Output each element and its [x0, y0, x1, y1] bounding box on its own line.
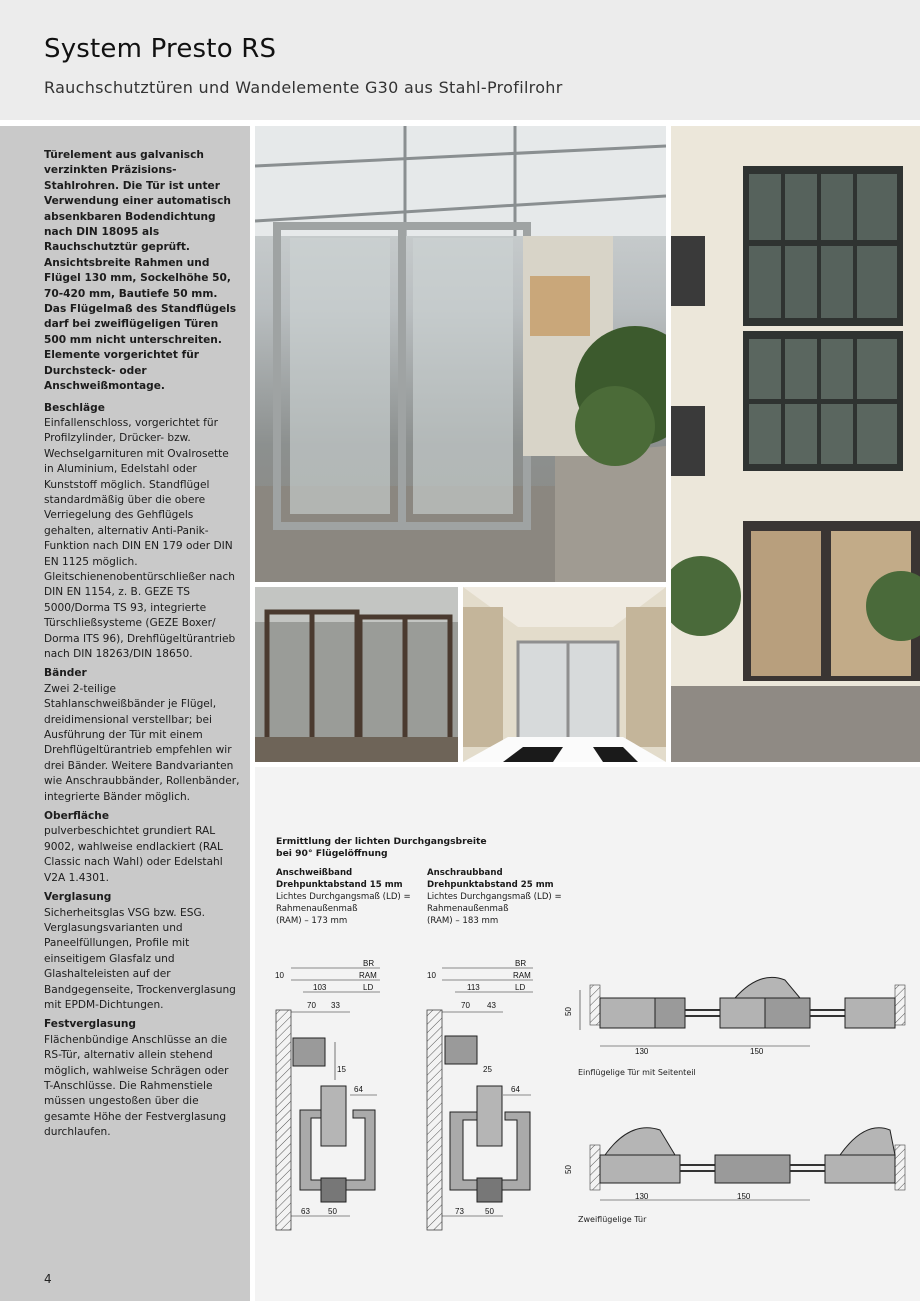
- page-title: System Presto RS: [44, 34, 277, 64]
- caption-single-door: Einflügelige Tür mit Seitenteil: [578, 1068, 696, 1077]
- dim-25: 25: [483, 1065, 492, 1074]
- section-body-festverglasung: Flächenbündige Anschlüsse an die RS-Tür, alternativ allein stehend möglich, wahlweise Schrägen oder T-Anschlüsse. Die Rahmenstiele müssen ungestoßen über die gesamte Höhe der Festverglasung durchlaufen.: [44, 1033, 229, 1139]
- dim-ram: RAM: [359, 971, 377, 980]
- dim-10-2: 10: [427, 971, 436, 980]
- section-heading-beschlaege: Beschläge: [44, 401, 105, 414]
- dim-73: 73: [455, 1207, 464, 1216]
- dim-br-2: BR: [515, 959, 527, 968]
- section-body-oberflaeche: pulverbeschichtet grundiert RAL 9002, wahlweise endlackiert (RAL Classic nach Wahl) oder Edelstahl V2A 1.4301.: [44, 825, 223, 884]
- photo-lobby-door: [463, 587, 666, 762]
- page-header: [0, 0, 920, 120]
- dim-33: 33: [331, 1001, 340, 1010]
- section-single-door: [564, 977, 905, 1056]
- dim-section1-130: 130: [635, 1047, 649, 1056]
- dim-ld: LD: [363, 983, 374, 992]
- dim-64: 64: [354, 1085, 363, 1094]
- sidebar-text: [44, 148, 240, 1145]
- dim-64-2: 64: [511, 1085, 520, 1094]
- section-heading-verglasung: Verglasung: [44, 891, 112, 904]
- calc-anschraubband: Anschraubband Drehpunktabstand 25 mm Lichtes Durchgangsmaß (LD) = Rahmenaußenmaß (RAM) – 183 mm: [427, 868, 562, 926]
- photo-atrium-door: [255, 126, 666, 582]
- dim-113: 113: [467, 983, 480, 992]
- calc-anschweissband: Anschweißband Drehpunktabstand 15 mm Lichtes Durchgangsmaß (LD) = Rahmenaußenmaß (RAM) – 173 mm: [276, 868, 411, 926]
- sidebar: [0, 126, 250, 1301]
- page-number: 4: [44, 1272, 52, 1286]
- section-heading-oberflaeche: Oberfläche: [44, 810, 110, 823]
- section-double-door: [564, 1128, 905, 1201]
- dim-15: 15: [337, 1065, 346, 1074]
- dim-43: 43: [487, 1001, 496, 1010]
- dim-50-2: 50: [485, 1207, 494, 1216]
- caption-double-door: Zweiflügelige Tür: [578, 1215, 647, 1224]
- section-body-verglasung: Sicherheitsglas VSG bzw. ESG. Verglasungsvarianten und Paneelfüllungen, Profile mit einseitigem Glasfalz und Glashalteleisten auf der Bandgegenseite, Trockenverglasung mit EPDM-Dichtungen.: [44, 906, 236, 1011]
- drawing-anschraubband: [427, 959, 533, 1230]
- section-body-beschlaege: Einfallenschloss, vorgerichtet für Profilzylinder, Drücker- bzw. Wechselgarnituren mit Ovalrosette in Aluminium, Edelstahl oder Kunststoff möglich. Standflügel standardmäßig über die obere Verriegelung des Gehflügels gehalten, alternativ Anti-Panik-Funktion nach DIN EN 179 oder DIN EN 1125 möglich. Gleitschienenobentürschließer nach DIN EN 1154, z. B. GEZE TS 5000/Dorma TS 93, integrierte Türschließsysteme (GEZE Boxer/ Dorma ITS 96), Drehflügeltürantrieb nach DIN 18263/DIN 18650.: [44, 416, 236, 660]
- dim-br: BR: [363, 959, 375, 968]
- calc-title: Ermittlung der lichten Durchgangsbreite bei 90° Flügelöffnung: [276, 836, 487, 859]
- drawing-anschweissband: [275, 959, 380, 1230]
- dim-63: 63: [301, 1207, 310, 1216]
- dim-50: 50: [328, 1207, 337, 1216]
- page-subtitle: Rauchschutztüren und Wandelemente G30 aus Stahl-Profilrohr: [44, 78, 563, 97]
- dim-section1-150: 150: [750, 1047, 764, 1056]
- section-heading-baender: Bänder: [44, 667, 87, 680]
- photo-facade-windows: [671, 126, 920, 762]
- section-body-baender: Zwei 2-teilige Stahlanschweißbänder je Flügel, dreidimensional verstellbar; bei Ausführung der Tür mit einem Drehflügeltürantrieb empfehlen wir drei Bänder. Weitere Bandvarianten wie Anschraubbänder, Rollenbänder, integrierte Bänder möglich.: [44, 682, 240, 803]
- dim-103: 103: [313, 983, 327, 992]
- photo-glass-partition: [255, 587, 458, 762]
- section-heading-festverglasung: Festverglasung: [44, 1018, 137, 1031]
- dim-70: 70: [307, 1001, 316, 1010]
- dim-section2-50: 50: [564, 1165, 573, 1174]
- dim-10: 10: [275, 971, 284, 980]
- dim-section2-150: 150: [737, 1192, 751, 1201]
- intro-paragraph: Türelement aus galvanisch verzinkten Präzisions-Stahlrohren. Die Tür ist unter Verwendung einer automatisch absenkbaren Bodendichtung nach DIN 18095 als Rauchschutztür geprüft. Ansichtsbreite Rahmen und Flügel 130 mm, Sockelhöhe 50, 70-420 mm, Bautiefe 50 mm. Das Flügelmaß des Standflügels darf bei zweiflügeligen Türen 500 mm nicht unterschreiten. Elemente vorgerichtet für Durchsteck- oder Anschweißmontage.: [44, 149, 237, 393]
- dim-section1-50: 50: [564, 1007, 573, 1016]
- dim-70-2: 70: [461, 1001, 470, 1010]
- dim-section2-130: 130: [635, 1192, 649, 1201]
- dim-ld-2: LD: [515, 983, 526, 992]
- technical-drawings: [255, 950, 920, 1250]
- dim-ram-2: RAM: [513, 971, 531, 980]
